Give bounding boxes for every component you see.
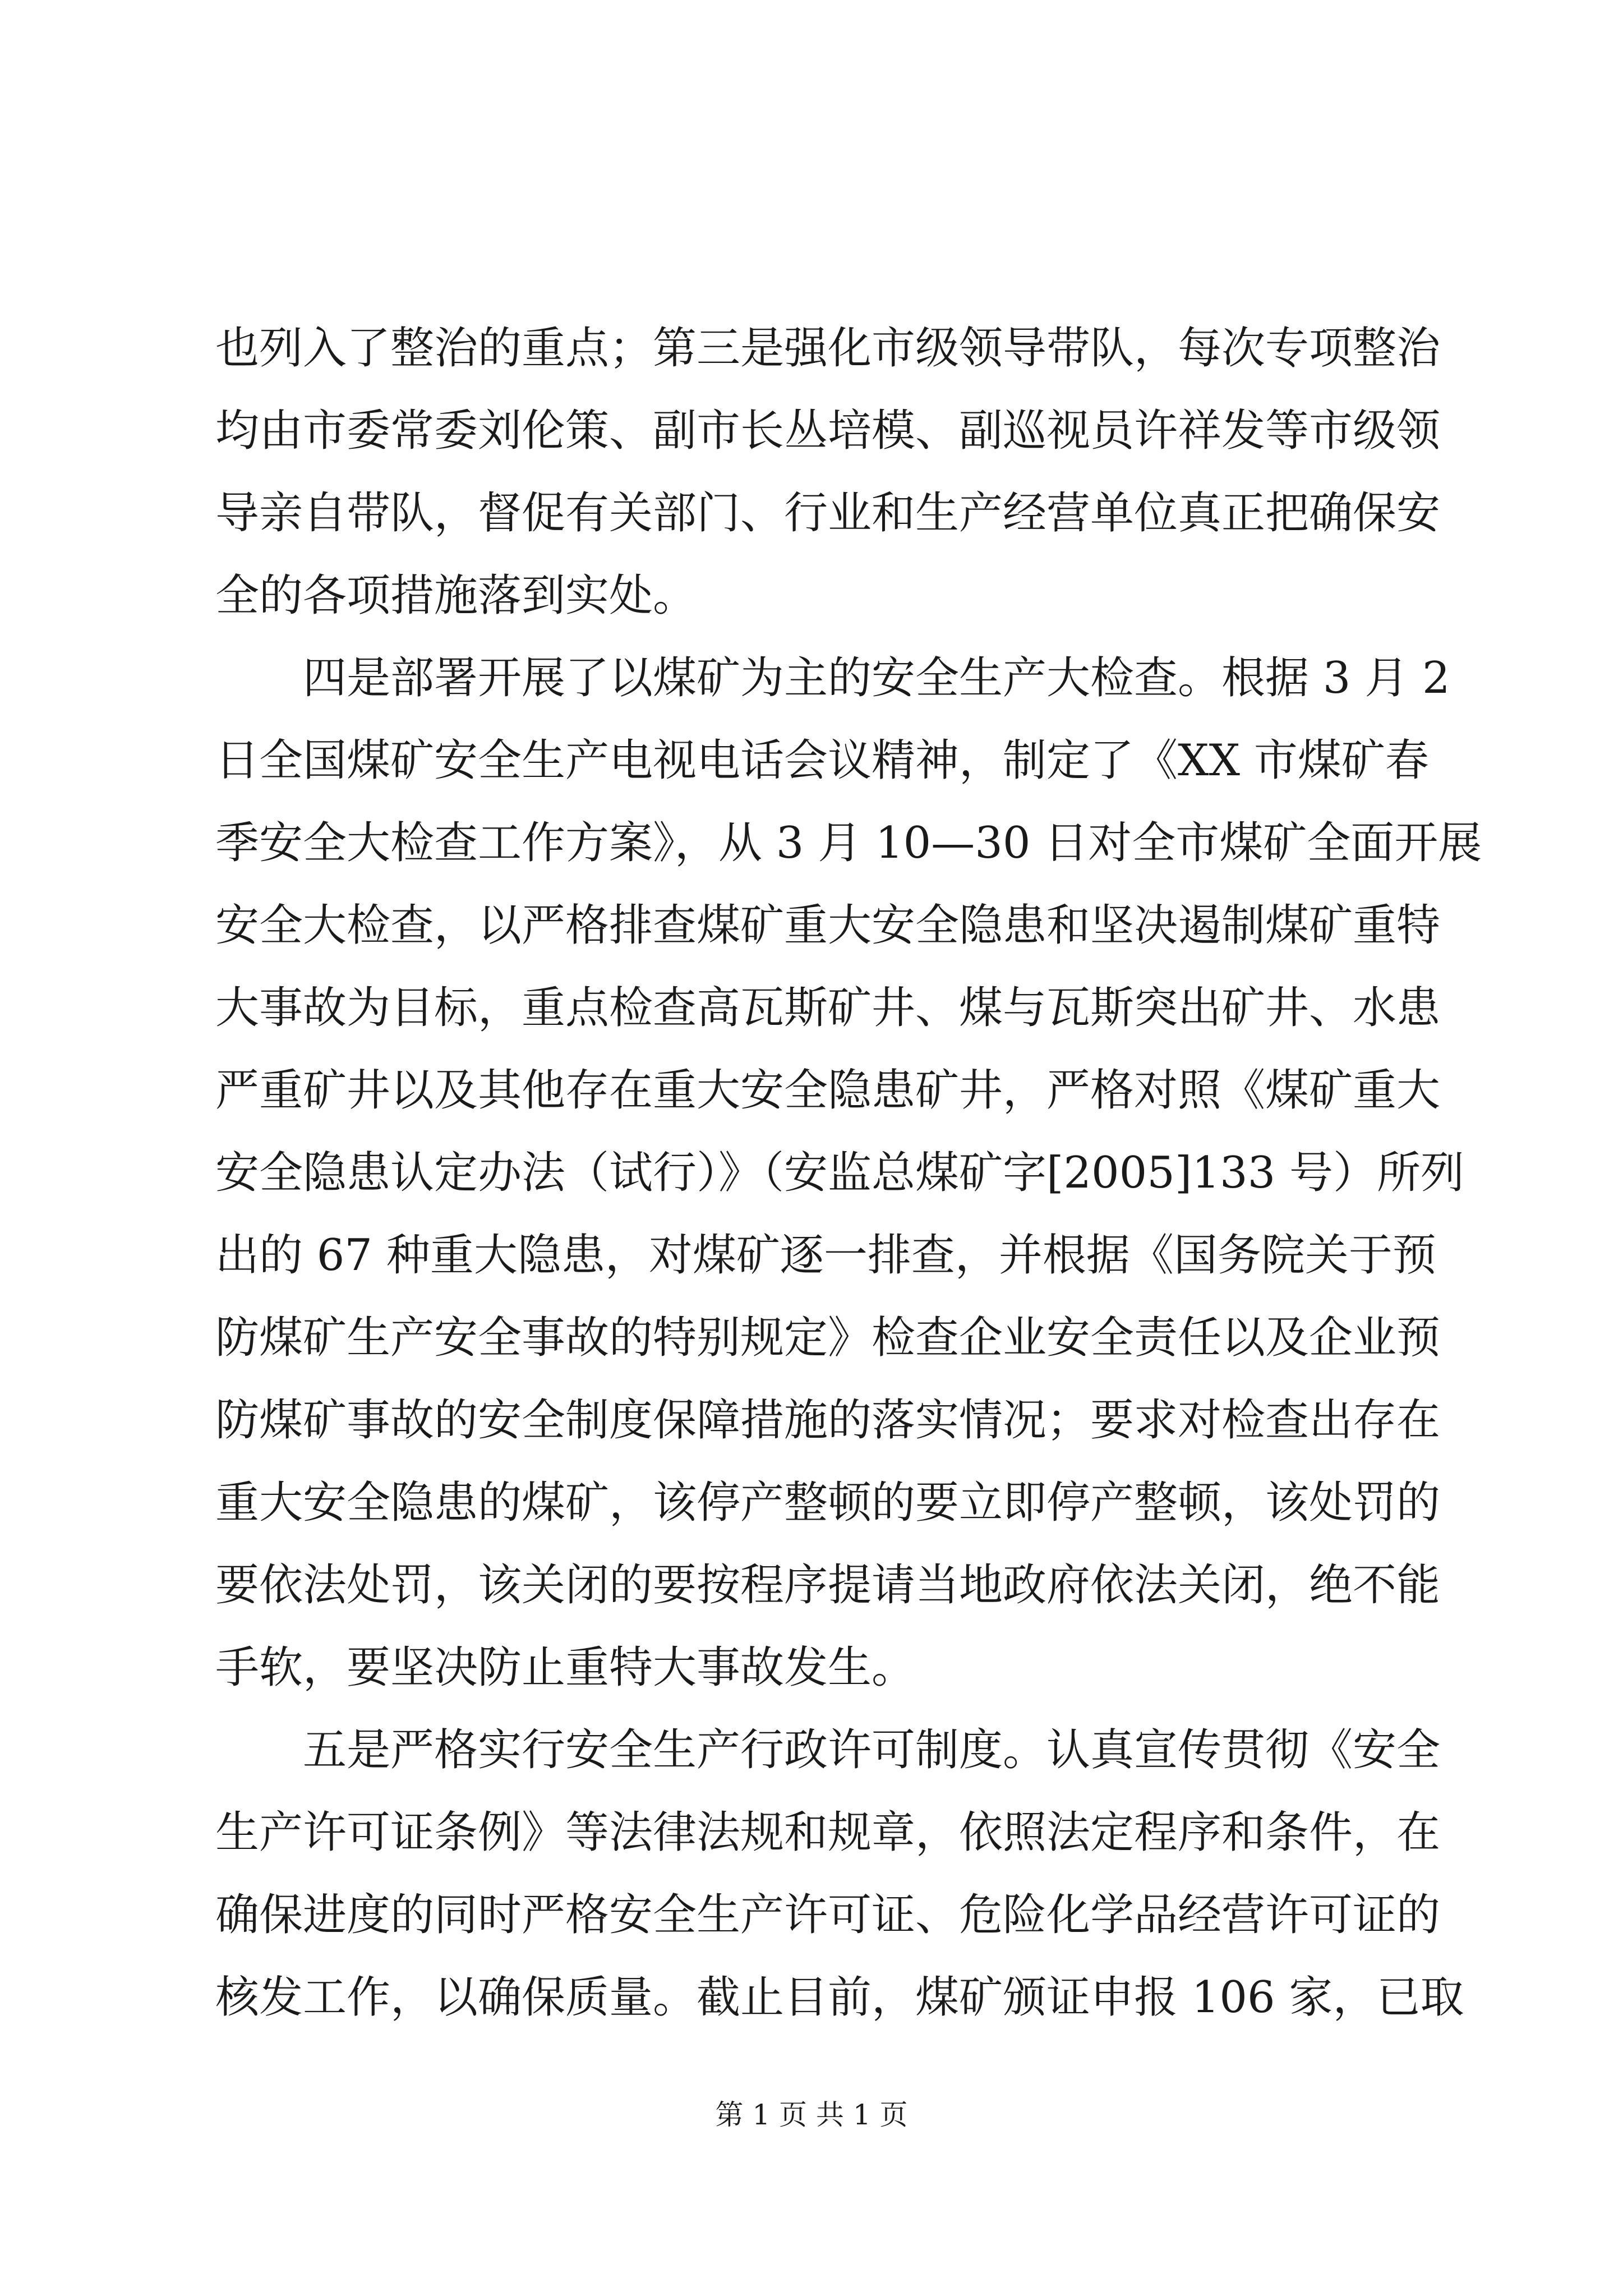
- paragraph-start-line: 五是严格实行安全生产行政许可制度。认真宣传贯彻《安全: [303, 1725, 1441, 1775]
- text-line: 出的 67 种重大隐患，对煤矿逐一排查，并根据《国务院关于预: [215, 1230, 1436, 1281]
- text-line: 全的各项措施落到实处。: [215, 570, 697, 621]
- text-line: 均由市委常委刘伦策、副市长丛培模、副巡视员许祥发等市级领: [215, 406, 1441, 456]
- text-line: 安全隐患认定办法（试行）》（安监总煤矿字[2005]133 号）所列: [215, 1148, 1465, 1198]
- text-line: 安全大检查，以严格排查煤矿重大安全隐患和坚决遏制煤矿重特: [215, 900, 1441, 951]
- text-line: 大事故为目标，重点检查高瓦斯矿井、煤与瓦斯突出矿井、水患: [215, 983, 1441, 1033]
- body-text: [215, 307, 1482, 2039]
- text-line: 日全国煤矿安全生产电视电话会议精神，制定了《XX 市煤矿春: [215, 735, 1429, 786]
- text-line: 也列入了整治的重点；第三是强化市级领导带队，每次专项整治: [215, 323, 1441, 374]
- text-line: 要依法处罚，该关闭的要按程序提请当地政府依法关闭，绝不能: [215, 1560, 1441, 1611]
- text-line: 生产许可证条例》等法律法规和规章，依照法定程序和条件，在: [215, 1807, 1441, 1858]
- text-line: 防煤矿事故的安全制度保障措施的落实情况；要求对检查出存在: [215, 1395, 1441, 1446]
- text-line: 导亲自带队，督促有关部门、行业和生产经营单位真正把确保安: [215, 488, 1441, 539]
- text-line: 确保进度的同时严格安全生产许可证、危险化学品经营许可证的: [215, 1890, 1441, 1940]
- text-line: 重大安全隐患的煤矿，该停产整顿的要立即停产整顿，该处罚的: [215, 1478, 1441, 1528]
- text-line: 核发工作，以确保质量。截止目前，煤矿颁证申报 106 家，已取: [215, 1972, 1464, 2023]
- page-number-footer: 第 1 页 共 1 页: [715, 2099, 908, 2131]
- text-line: 手软，要坚决防止重特大事故发生。: [215, 1642, 916, 1693]
- text-line: 防煤矿生产安全事故的特别规定》检查企业安全责任以及企业预: [215, 1313, 1441, 1363]
- paragraph-start-line: 四是部署开展了以煤矿为主的安全生产大检查。根据 3 月 2: [303, 653, 1450, 703]
- text-line: 严重矿井以及其他存在重大安全隐患矿井，严格对照《煤矿重大: [215, 1065, 1441, 1116]
- text-line: 季安全大检查工作方案》，从 3 月 10—30 日对全市煤矿全面开展: [215, 818, 1482, 868]
